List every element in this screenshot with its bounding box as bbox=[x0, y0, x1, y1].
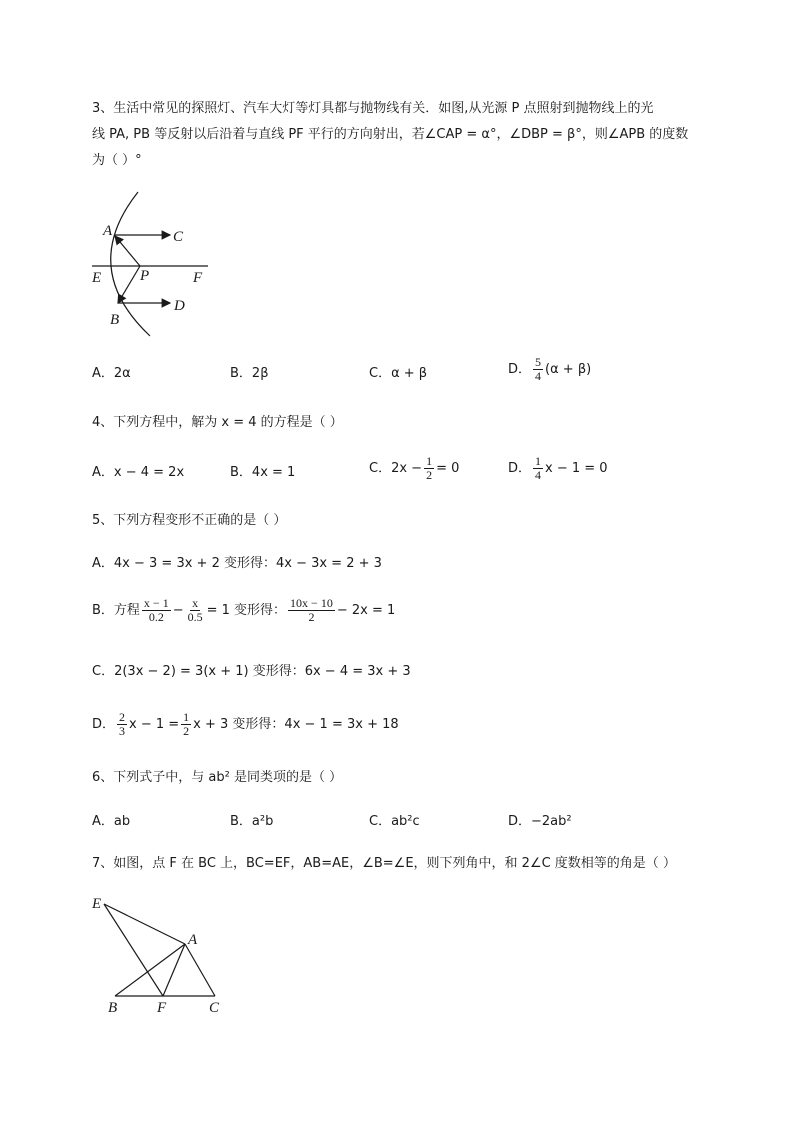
q4-stem: 4、下列方程中，解为 x = 4 的方程是（ ） bbox=[92, 415, 343, 430]
q3-option-b[interactable]: B．2β bbox=[230, 366, 269, 381]
ray-PB bbox=[118, 266, 140, 303]
q6-stem: 6、下列式子中，与 ab² 是同类项的是（ ） bbox=[92, 770, 343, 785]
label-B: B bbox=[110, 312, 120, 328]
fraction: $\frac{2}{3}$ bbox=[119, 710, 126, 738]
q3-option-c[interactable]: C．α + β bbox=[369, 366, 428, 381]
label-C: C bbox=[209, 1000, 220, 1016]
q6-option-b[interactable]: B．a²b bbox=[230, 814, 274, 829]
fraction: $\frac{1}{2}$ bbox=[426, 454, 433, 482]
ray-PA bbox=[115, 236, 140, 266]
q4-option-d[interactable]: D． $\frac{1}{4}$ x − 1 = 0 bbox=[508, 454, 608, 482]
q5-option-a[interactable]: A．4x − 3 = 3x + 2 变形得：4x − 3x = 2 + 3 bbox=[92, 556, 382, 571]
q5-option-b[interactable]: B．方程 $\frac{x - 1}{0.2}$ − $\frac{x}{0.5}$ = 1 变形得： $\frac{10x - 10}{2}$ − 2x = 1 bbox=[92, 596, 396, 624]
q5-option-c[interactable]: C．2(3x − 2) = 3(x + 1) 变形得：6x − 4 = 3x + 3 bbox=[92, 664, 411, 679]
q7-stem: 7、如图，点 F 在 BC 上，BC=EF，AB=AE，∠B=∠E，则下列角中，和 2∠C 度数相等的角是（ ） bbox=[92, 856, 676, 871]
q4-option-b[interactable]: B．4x = 1 bbox=[230, 465, 296, 480]
label-F: F bbox=[157, 1000, 167, 1016]
label-E: E bbox=[92, 270, 102, 286]
q3-parabola-figure bbox=[88, 190, 218, 340]
q6-option-c[interactable]: C．ab²c bbox=[369, 814, 420, 829]
label-C: C bbox=[173, 229, 184, 245]
q6-option-d[interactable]: D．−2ab² bbox=[508, 814, 572, 829]
q3-stem-line1: 3、生活中常见的探照灯、汽车大灯等灯具都与抛物线有关．如图,从光源 P 点照射到抛物线上的光 bbox=[92, 101, 654, 116]
fraction: $\frac{x}{0.5}$ bbox=[187, 596, 203, 624]
label-D: D bbox=[174, 298, 185, 314]
q5-option-d[interactable]: D． $\frac{2}{3}$ x − 1 = $\frac{1}{2}$ x + 3 变形得：4x − 1 = 3x + 18 bbox=[92, 710, 399, 738]
q3-stem-line2: 线 PA, PB 等反射以后沿着与直线 PF 平行的方向射出，若∠CAP = α°，∠DBP = β°，则∠APB 的度数 bbox=[92, 127, 689, 142]
label-E: E bbox=[92, 896, 102, 912]
fraction: $\frac{1}{4}$ bbox=[535, 454, 542, 482]
label-A: A bbox=[103, 223, 113, 239]
q6-option-a[interactable]: A．ab bbox=[92, 814, 131, 829]
seg-AC bbox=[185, 944, 215, 996]
fraction: $\frac{5}{4}$ bbox=[535, 355, 542, 383]
q5-stem: 5、下列方程变形不正确的是（ ） bbox=[92, 513, 287, 528]
fraction: $\frac{10x - 10}{2}$ bbox=[290, 596, 333, 624]
q4-option-a[interactable]: A．x − 4 = 2x bbox=[92, 465, 185, 480]
fraction: $\frac{x - 1}{0.2}$ bbox=[143, 596, 169, 624]
q7-triangle-figure bbox=[88, 892, 228, 1016]
q3-option-d[interactable]: D． $\frac{5}{4}$ (α + β) bbox=[508, 355, 592, 383]
label-F: F bbox=[193, 270, 203, 286]
label-P: P bbox=[140, 268, 150, 284]
q4-option-c[interactable]: C．2x − $\frac{1}{2}$ = 0 bbox=[369, 454, 460, 482]
label-A: A bbox=[188, 932, 198, 948]
q3-option-a[interactable]: A．2α bbox=[92, 366, 131, 381]
label-B: B bbox=[108, 1000, 118, 1016]
fraction: $\frac{1}{2}$ bbox=[183, 710, 190, 738]
q3-stem-line3: 为（ ）° bbox=[92, 153, 142, 168]
